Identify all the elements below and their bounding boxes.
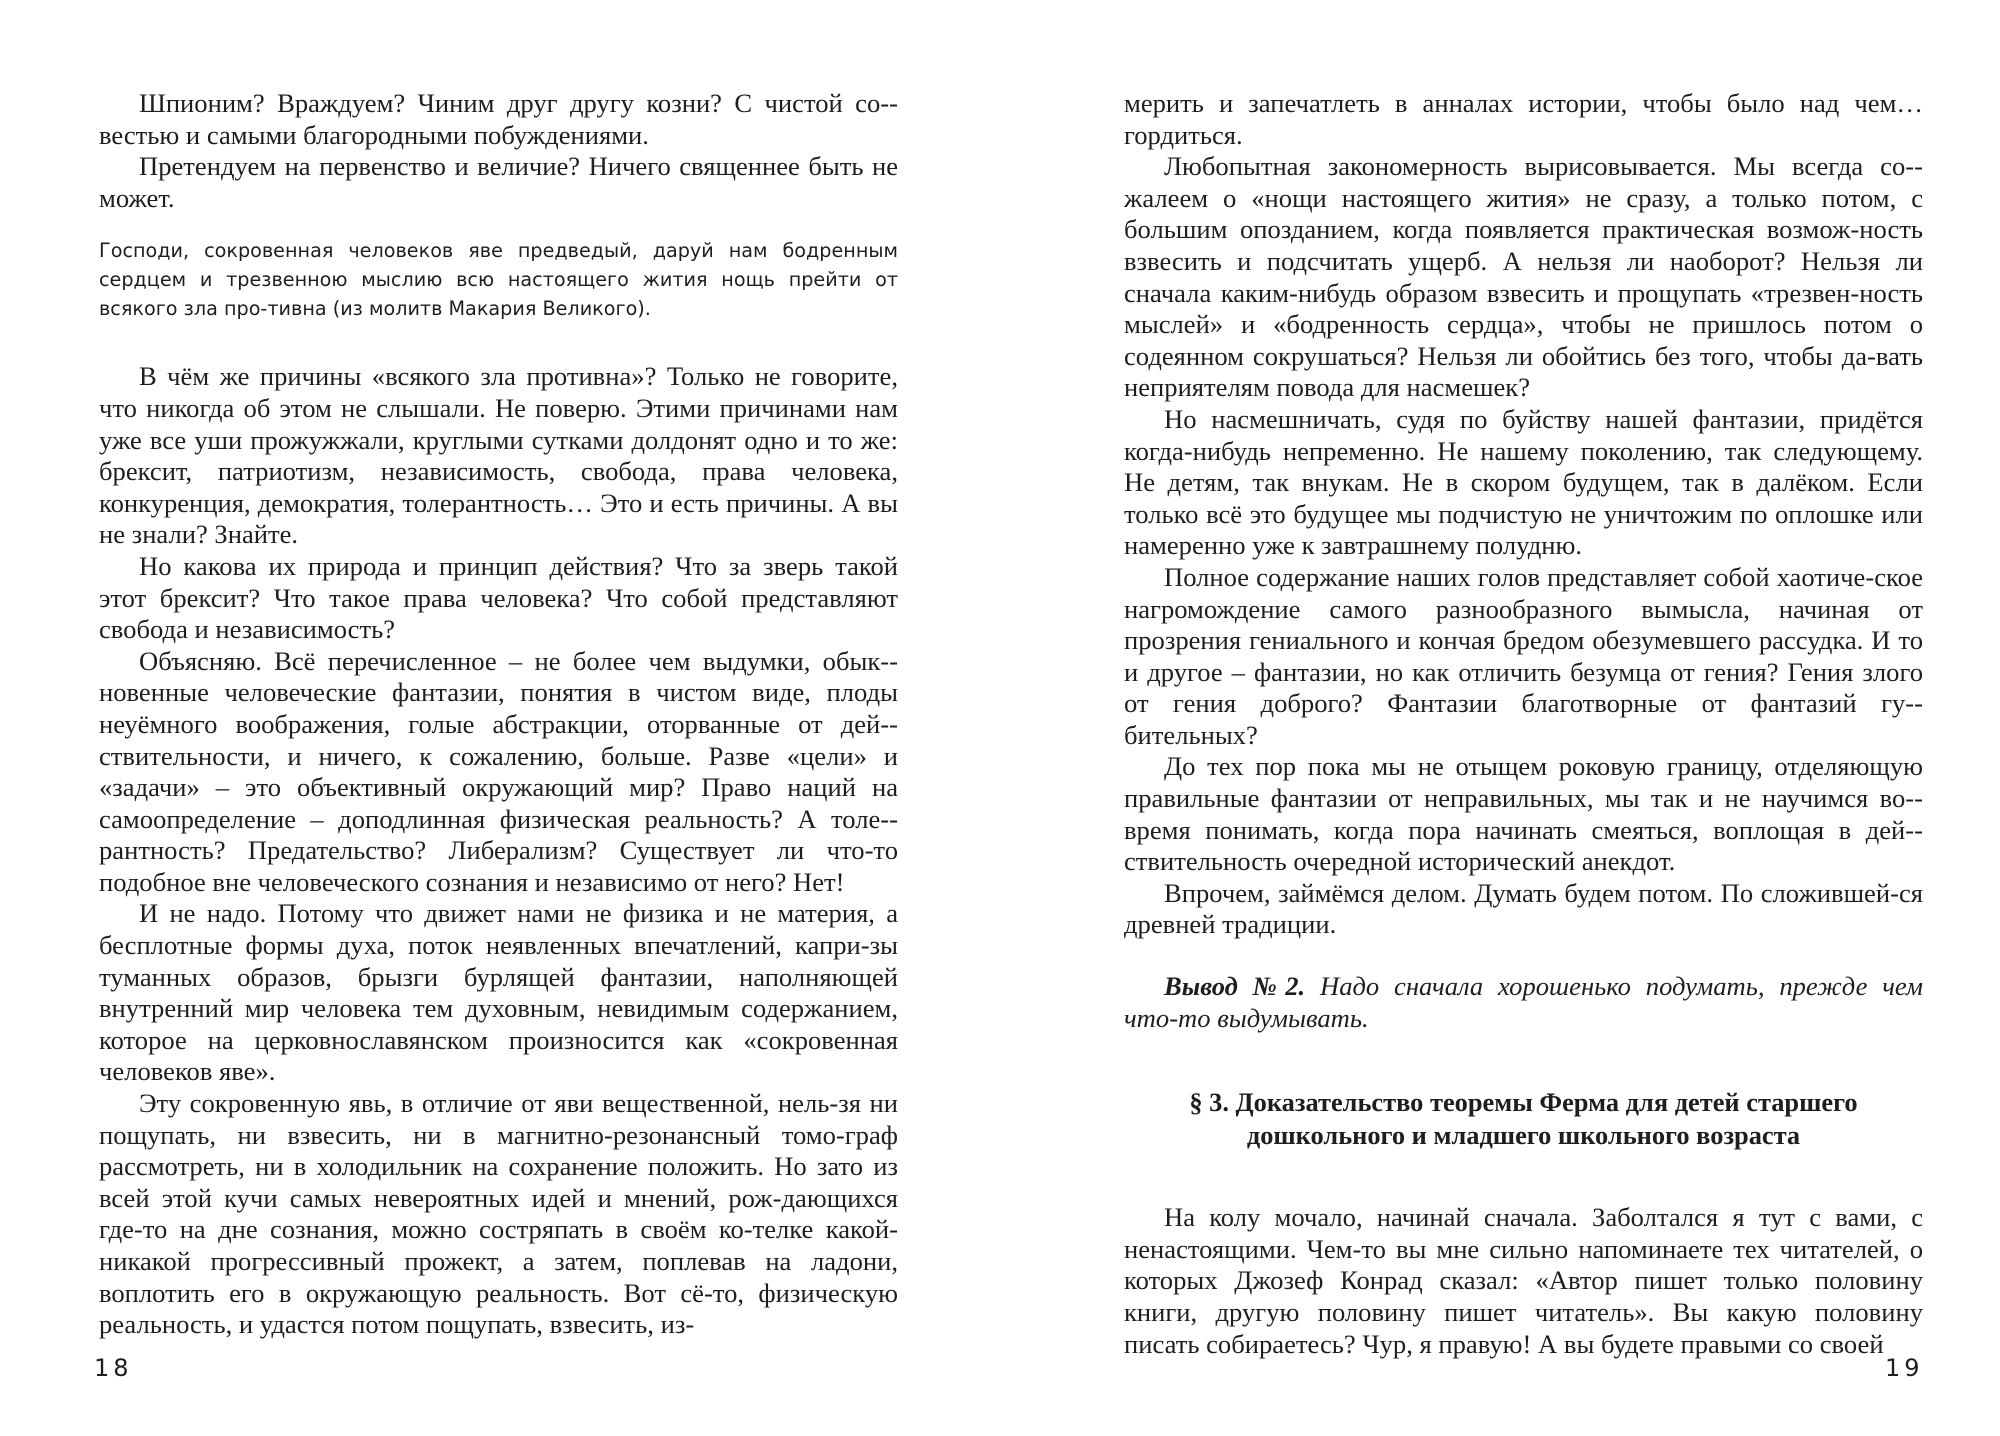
section-heading [1124, 1086, 1923, 1152]
conclusion [1124, 971, 1923, 1034]
conclusion-label: Вывод №2. [1164, 971, 1306, 1002]
paragraph: На колу мочало, начинай сначала. Заболтался я тут с вами, с ненастоящими. Чем-то вы мне сильно напоминаете тех читателей, о которых Джозеф Конрад сказал: «Автор пишет только половину книги, другую половину пишет читатель». Вы какую половину писать собираетесь? Чур, я правую! А вы будете правыми со своей [1124, 1202, 1923, 1359]
section-heading-line: дошкольного и младшего школьного возраста [1246, 1120, 1801, 1151]
section-heading-line: § 3. Доказательство теоремы Ферма для детей старшего [1189, 1087, 1858, 1118]
paragraph: Эту сокровенную явь, в отличие от яви вещественной, нель-зя ни пощупать, ни взвесить, ни в магнитно-резонансный томо-граф рассмотреть, ни в холодильник на сохранение положить. Но зато из всей этой кучи самых невероятных идей и мнений, рож-дающихся где-то на дне сознания, можно состряпать в своём ко-телке какой-никакой прогрессивный прожект, а затем, поплевав на ладони, воплотить его в окружающую реальность. Вот сё-то, физическую реальность, и удастся потом пощупать, взвесить, из- [99, 1088, 898, 1340]
paragraph: Шпионим? Враждуем? Чиним друг другу козни? С чистой со-вестью и самыми благородными побуждениями. [99, 88, 898, 150]
paragraph: Впрочем, займёмся делом. Думать будем потом. По сложившей-ся древней традиции. [1124, 877, 1923, 940]
paragraph: Полное содержание наших голов представляет собой хаотиче-ское нагромождение самого разнообразного вымысла, начиная от прозрения гениального и кончая бредом обезумевшего рассудка. И то и другое – фантазии, но как отличить безумца от гения? Гения злого от гения доброго? Фантазии благотворные от фантазий гу-бительных? [1124, 561, 1923, 750]
paragraph: И не надо. Потому что движет нами не физика и не материя, а бесплотные формы духа, поток неявленных впечатлений, капри-зы туманных образов, брызги бурлящей фантазии, наполняющей внутренний мир человека тем духовным, невидимым содержанием, которое на церковнославянском произносится как «сокровенная человеков яве». [99, 898, 898, 1087]
page-number: 19 [1885, 1354, 1924, 1382]
right-text-column [1124, 88, 1923, 1360]
paragraph: В чём же причины «всякого зла противна»? Только не говорите, что никогда об этом не слышали. Не поверю. Этими причинами нам уже все уши прожужжали, круглыми сутками долдонят одно и то же: брексит, патриотизм, независимость, свобода, права человека, конкуренция, демократия, толерантность… Это и есть причины. А вы не знали? Знайте. [99, 361, 898, 550]
paragraph: Но насмешничать, судя по буйству нашей фантазии, придётся когда-нибудь непременно. Не нашему поколению, так следующему. Не детям, так внукам. Не в скором будущем, так в далёком. Если только всё это будущее мы подчистую не уничтожим по оплошке или намеренно уже к завтрашнему полудню. [1124, 403, 1923, 561]
conclusion-text: Надо сначала хорошенько подумать, прежде чем что-то выдумывать. [1124, 971, 1924, 1033]
paragraph: Претендуем на первенство и величие? Ничего священнее быть не может. [99, 151, 898, 213]
prayer-quote: Господи, сокровенная человеков яве предведый, даруй нам бодренным сердцем и трезвенною мыслию всю настоящего жития нощь прейти от всякого зла про-тивна (из молитв Макария Великого). [99, 239, 898, 321]
paragraph: Но какова их природа и принцип действия? Что за зверь такой этот брексит? Что такое права человека? Что собой представляют свобода и независимость? [99, 550, 898, 645]
paragraph-continuation: мерить и запечатлеть в анналах истории, чтобы было над чем… гордиться. [1124, 88, 1923, 150]
paragraph: Любопытная закономерность вырисовывается. Мы всегда со-жалеем о «нощи настоящего жития» не сразу, а только потом, с большим опозданием, когда появляется практическая возмож-ность взвесить и подсчитать ущерб. А нельзя ли наоборот? Нельзя ли сначала каким-нибудь образом взвесить и прощупать «трезвен-ность мыслей» и «бодренность сердца», чтобы не пришлось потом о содеянном сокрушаться? Нельзя ли обойтись без того, чтобы да-вать неприятелям повода для насмешек? [1124, 151, 1923, 403]
page-number: 18 [94, 1354, 133, 1382]
paragraph: До тех пор пока мы не отыщем роковую границу, отделяющую правильные фантазии от неправильных, мы так и не научимся во-время понимать, когда пора начинать смеяться, воплощая в дей-ствительность очередной исторический анекдот. [1124, 751, 1923, 877]
left-text-column [99, 88, 898, 1341]
right-page [1000, 0, 2000, 1436]
paragraph: Объясняю. Всё перечисленное – не более чем выдумки, обык-новенные человеческие фантазии, понятия в чистом виде, плоды неуёмного воображения, голые абстракции, оторванные от дей-ствительности, и ничего, к сожалению, больше. Разве «цели» и «задачи» – это объективный окружающий мир? Право наций на самоопределение – доподлинная физическая реальность? А толе-рантность? Предательство? Либерализм? Существует ли что-то подобное вне человеческого сознания и независимо от него? Нет! [99, 645, 898, 897]
